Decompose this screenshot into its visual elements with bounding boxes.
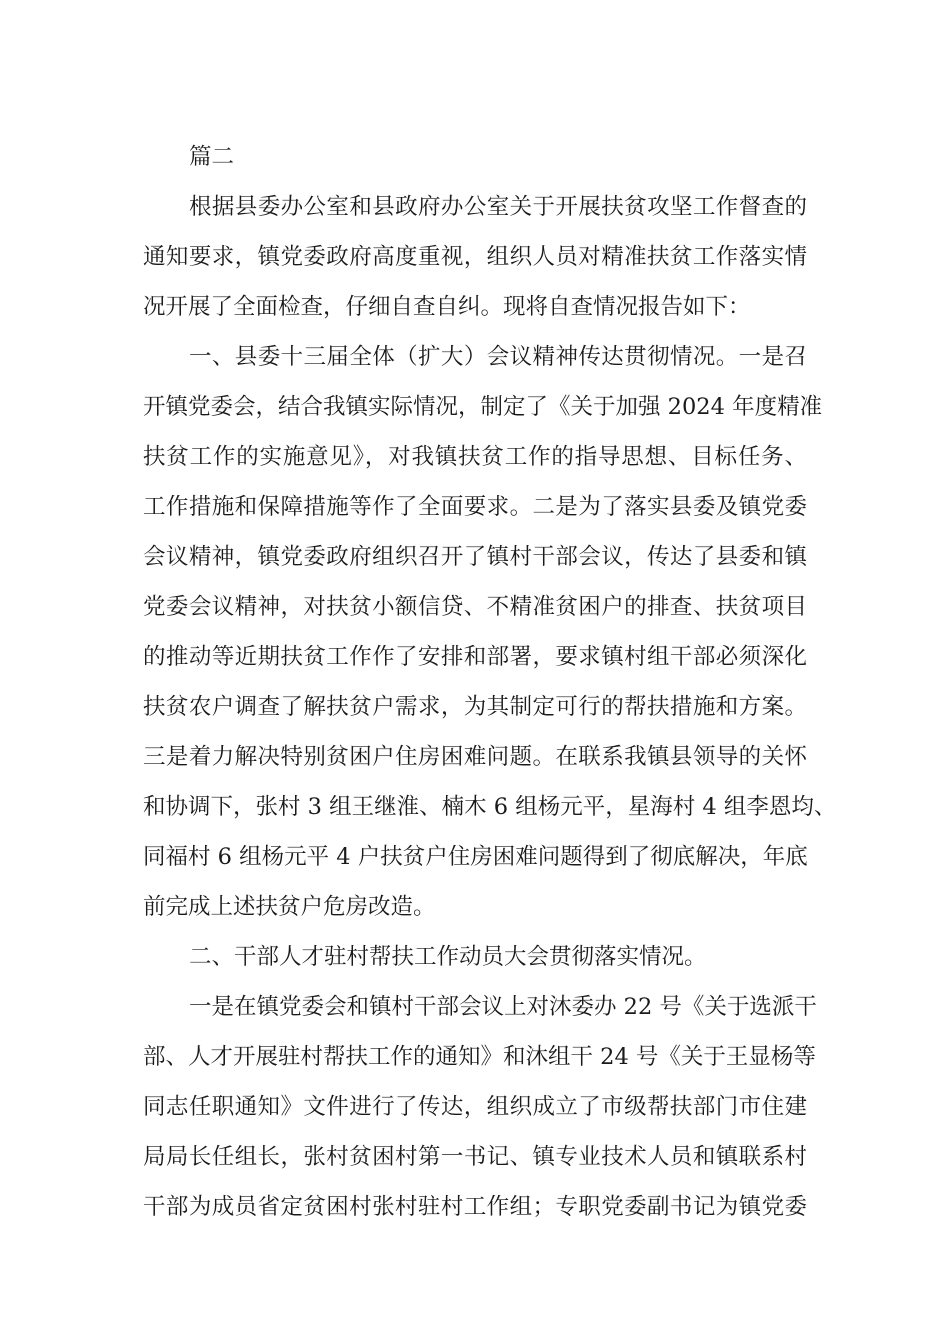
paragraph-line: 党委会议精神，对扶贫小额信贷、不精准贫困户的排查、扶贫项目	[143, 594, 807, 620]
paragraph-line: 通知要求，镇党委政府高度重视，组织人员对精准扶贫工作落实情	[143, 244, 807, 270]
paragraph-line: 根据县委办公室和县政府办公室关于开展扶贫攻坚工作督查的	[189, 194, 807, 220]
paragraph-line: 同福村 6 组杨元平 4 户扶贫户住房困难问题得到了彻底解决，年底	[143, 844, 808, 870]
paragraph-line: 会议精神，镇党委政府组织召开了镇村干部会议，传达了县委和镇	[143, 544, 807, 570]
paragraph-line: 扶贫农户调查了解扶贫户需求，为其制定可行的帮扶措施和方案。	[143, 694, 807, 720]
paragraph-line: 开镇党委会，结合我镇实际情况，制定了《关于加强 2024 年度精准	[143, 394, 823, 420]
paragraph-line: 和协调下，张村 3 组王继淮、楠木 6 组杨元平，星海村 4 组李恩均、	[143, 794, 837, 820]
section-heading: 二、干部人才驻村帮扶工作动员大会贯彻落实情况。	[189, 944, 707, 970]
paragraph-line: 一、县委十三届全体（扩大）会议精神传达贯彻情况。一是召	[189, 344, 807, 370]
paragraph-line: 的推动等近期扶贫工作作了安排和部署，要求镇村组干部必须深化	[143, 644, 807, 670]
paragraph-line: 同志任职通知》文件进行了传达，组织成立了市级帮扶部门市住建	[143, 1094, 807, 1120]
paragraph-line: 部、人才开展驻村帮扶工作的通知》和沐组干 24 号《关于王显杨等	[143, 1044, 816, 1070]
paragraph-line: 前完成上述扶贫户危房改造。	[143, 894, 436, 920]
document-body	[143, 132, 837, 1232]
paragraph-line: 工作措施和保障措施等作了全面要求。二是为了落实县委及镇党委	[143, 494, 807, 520]
paragraph-line: 一是在镇党委会和镇村干部会议上对沐委办 22 号《关于选派干	[189, 994, 817, 1020]
paragraph-line: 况开展了全面检查，仔细自查自纠。现将自查情况报告如下：	[143, 294, 751, 320]
paragraph-line: 局局长任组长，张村贫困村第一书记、镇专业技术人员和镇联系村	[143, 1144, 807, 1170]
paragraph-line: 扶贫工作的实施意见》，对我镇扶贫工作的指导思想、目标任务、	[143, 444, 807, 470]
section-title: 篇二	[189, 144, 235, 170]
paragraph-line: 干部为成员省定贫困村张村驻村工作组；专职党委副书记为镇党委	[143, 1194, 807, 1220]
paragraph-line: 三是着力解决特别贫困户住房困难问题。在联系我镇县领导的关怀	[143, 744, 807, 770]
